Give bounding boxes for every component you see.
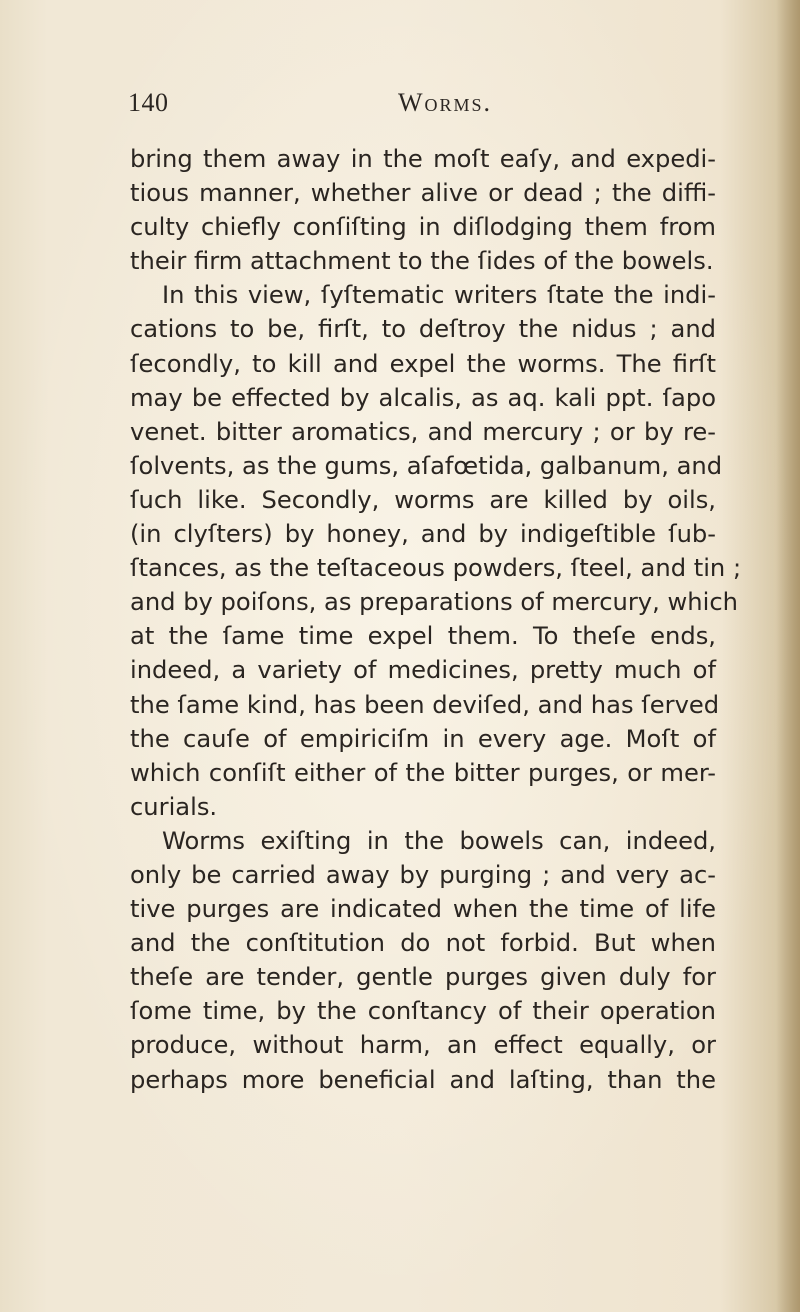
text-line: ſuch like. Secondly, worms are killed by oils,: [130, 485, 716, 514]
text-line: tious manner, whether alive or dead ; the diffi-: [130, 179, 716, 208]
text-line: ſtances, as the teſtaceous powders, ſteel, and tin ;: [130, 554, 742, 583]
text-line: ſecondly, to kill and expel the worms. The firſt: [130, 349, 716, 378]
text-line: at the ſame time expel them. To theſe ends,: [130, 622, 716, 651]
text-line: only be carried away by purging ; and very ac-: [130, 860, 716, 889]
text-line: and by poiſons, as preparations of mercury, which: [130, 588, 738, 617]
text-line: theſe are tender, gentle purges given duly for: [130, 963, 716, 992]
text-line: In this view, ſyſtematic writers ſtate the indi-: [162, 281, 716, 310]
text-line: bring them away in the moſt eaſy, and expedi-: [130, 145, 716, 173]
text-line: tive purges are indicated when the time of life: [130, 895, 716, 924]
text-line: may be effected by alcalis, as aq. kali ppt. ſapo: [130, 383, 716, 412]
body-text: [130, 142, 742, 1097]
text-line: Worms exiſting in the bowels can, indeed,: [162, 826, 716, 855]
running-head: [0, 88, 800, 128]
text-line: venet. bitter aromatics, and mercury ; or by re-: [130, 417, 716, 446]
text-line: the cauſe of empiriciſm in every age. Moſt of: [130, 724, 716, 753]
page-number: 140: [128, 88, 169, 117]
page-edge-shadow: [776, 0, 800, 1312]
text-line: and the conſtitution do not forbid. But when: [130, 929, 716, 958]
text-line: produce, without harm, an effect equally, or: [130, 1031, 716, 1060]
text-line: curials.: [130, 792, 218, 821]
text-line: their firm attachment to the ſides of the bowels.: [130, 247, 714, 276]
text-line: indeed, a variety of medicines, pretty much of: [130, 656, 716, 685]
text-line: culty chiefly conſiſting in diſlodging them from: [130, 213, 716, 242]
text-line: ſolvents, as the gums, aſafœtida, galbanum, and: [130, 451, 723, 480]
text-line: perhaps more beneficial and laſting, than the: [130, 1065, 716, 1094]
text-line: which conſiſt either of the bitter purges, or mer-: [130, 758, 716, 787]
text-line: the ſame kind, has been deviſed, and has ſerved: [130, 690, 720, 719]
text-line: (in clyſters) by honey, and by indigeſtible ſub-: [130, 520, 716, 549]
text-line: ſome time, by the conſtancy of their operation: [130, 997, 716, 1026]
running-head-title: Worms.: [398, 88, 493, 117]
text-line: cations to be, firſt, to deſtroy the nidus ; and: [130, 315, 716, 344]
